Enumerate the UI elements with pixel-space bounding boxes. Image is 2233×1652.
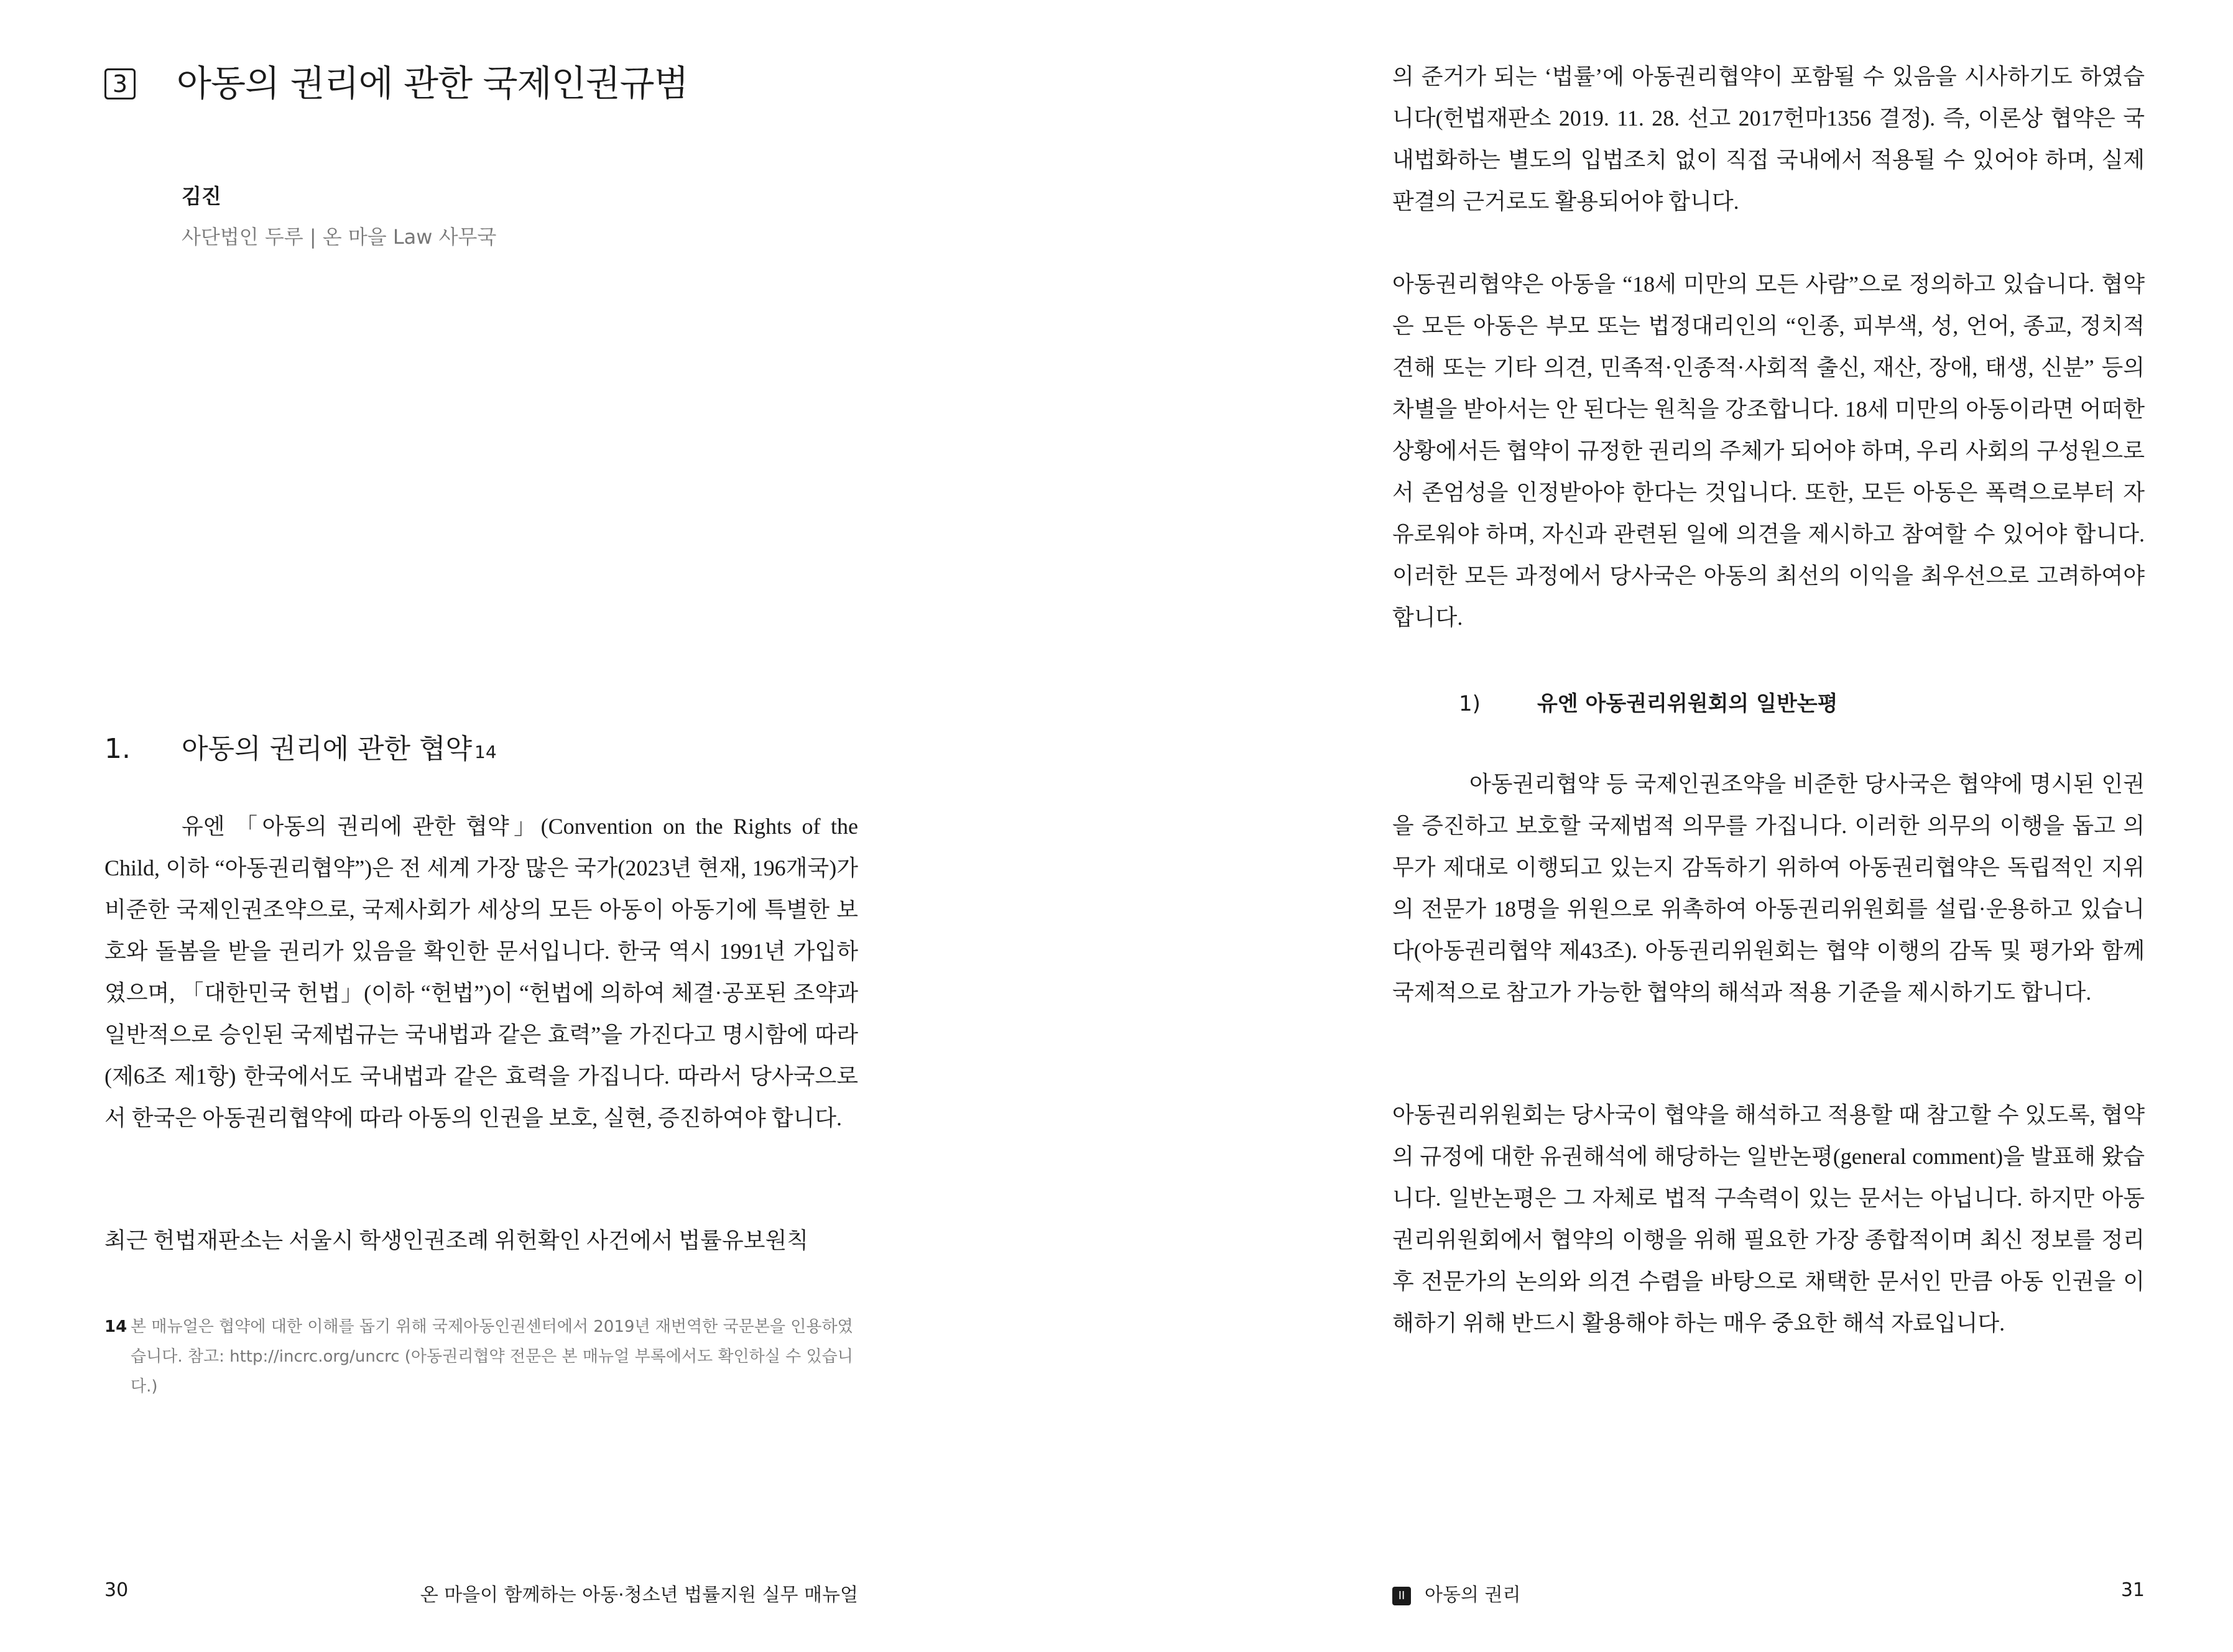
body-paragraph: 아동권리협약은 아동을 “18세 미만의 모든 사람”으로 정의하고 있습니다. 협약은 모든 아동은 부모 또는 법정대리인의 “인종, 피부색, 성, 언어, 종교, 정치적 견해 또는 기타 의견, 민족적·인종적·사회적 출신, 재산, 장애, 태생, 신분” 등의 차별을 받아서는 안 된다는 원칙을 강조합니다. 18세 미만의 아동이라면 어떠한 상황에서든 협약이 규정한 권리의 주체가 되어야 하며, 우리 사회의 구성원으로서 존엄성을 인정받아야 한다는 것입니다. 또한, 모든 아동은 폭력으로부터 자유로워야 하며, 자신과 관련된 일에 의견을 제시하고 참여할 수 있어야 합니다. 이러한 모든 과정에서 당사국은 아동의 최선의 이익을 최우선으로 고려하여야 합니다. xyxy=(1392,272,2145,630)
subsection-number: 1) xyxy=(1459,691,1481,716)
section-footer-title: 아동의 권리 xyxy=(1425,1584,1521,1606)
left-page xyxy=(0,0,1116,1652)
subsection-heading xyxy=(1459,686,1838,717)
right-page xyxy=(1116,0,2233,1652)
footnote-number: 14 xyxy=(104,1317,127,1336)
body-paragraph: 유엔 「아동의 권리에 관한 협약」(Convention on the Rights of the Child, 이하 “아동권리협약”)은 전 세계 가장 많은 국가(2023년 현재, 196개국)가 비준한 국제인권조약으로, 국제사회가 세상의 모든 아동이 아동기에 특별한 보호와 돌봄을 받을 권리가 있음을 확인한 문서입니다. 한국 역시 1991년 가입하였으며, 「대한민국 헌법」(이하 “헌법”)이 “헌법에 의하여 체결·공포된 조약과 일반적으로 승인된 국제법규는 국내법과 같은 효력”을 가진다고 명시함에 따라 (제6조 제1항) 한국에서도 국내법과 같은 효력을 가집니다. 따라서 당사국으로서 한국은 아동권리협약에 따라 아동의 인권을 보호, 실현, 증진하여야 합니다. xyxy=(104,814,858,1130)
chapter-number-box: 3 xyxy=(104,68,136,99)
footnote-reference[interactable]: 14 xyxy=(474,742,497,762)
body-paragraph: 아동권리위원회는 당사국이 협약을 해석하고 적용할 때 참고할 수 있도록, 협약의 규정에 대한 유권해석에 해당하는 일반논평(general comment)을 발표해 왔습니다. 일반논평은 그 자체로 법적 구속력이 있는 문서는 아닙니다. 하지만 아동권리위원회에서 협약의 이행을 위해 필요한 가장 종합적이며 최신 정보를 정리 후 전문가의 논의와 의견 수렴을 바탕으로 채택한 문서인 만큼 아동 인권을 이해하기 위해 반드시 활용해야 하는 매우 중요한 해석 자료입니다. xyxy=(1392,1102,2145,1336)
section-heading xyxy=(104,726,497,766)
body-paragraph: 아동권리협약 등 국제인권조약을 비준한 당사국은 협약에 명시된 인권을 증진하고 보호할 국제법적 의무를 가집니다. 이러한 의무의 이행을 돕고 의무가 제대로 이행되고 있는지 감독하기 위하여 아동권리협약은 독립적인 지위의 전문가 18명을 위원으로 위촉하여 아동권리위원회를 설립·운용하고 있습니다(아동권리협약 제43조). 아동권리위원회는 협약 이행의 감독 및 평가와 함께 국제적으로 참고가 가능한 협약의 해석과 적용 기준을 제시하기도 합니다. xyxy=(1392,772,2145,1005)
body-paragraph: 최근 헌법재판소는 서울시 학생인권조례 위헌확인 사건에서 법률유보원칙 xyxy=(104,1228,809,1253)
book-title: 온 마을이 함께하는 아동·청소년 법률지원 실무 매뉴얼 xyxy=(420,1584,858,1606)
section-title: 아동의 권리에 관한 협약 xyxy=(182,733,472,765)
author-affiliation: 사단법인 두루 | 온 마을 Law 사무국 xyxy=(182,225,497,249)
page-number: 30 xyxy=(104,1579,129,1601)
author-name: 김진 xyxy=(182,184,221,208)
footnote-text: 본 매뉴얼은 협약에 대한 이해를 돕기 위해 국제아동인권센터에서 2019년 재번역한 국문본을 인용하였습니다. 참고: http://incrc.org/uncrc (아동권리협약 전문은 본 매뉴얼 부록에서도 확인하실 수 있습니다.) xyxy=(131,1317,853,1396)
chapter-title: 아동의 권리에 관한 국제인권규범 xyxy=(177,62,688,104)
section-number: 1. xyxy=(104,733,131,765)
footnote xyxy=(104,1312,858,1401)
chapter-header xyxy=(104,62,688,106)
subsection-title: 유엔 아동권리위원회의 일반논평 xyxy=(1537,691,1838,716)
page-number: 31 xyxy=(2120,1579,2145,1601)
body-paragraph: 의 준거가 되는 ‘법률’에 아동권리협약이 포함될 수 있음을 시사하기도 하였습니다(헌법재판소 2019. 11. 28. 선고 2017헌마1356 결정). 즉, 이론상 협약은 국내법화하는 별도의 입법조치 없이 직접 국내에서 적용될 수 있어야 하며, 실제 판결의 근거로도 활용되어야 합니다. xyxy=(1392,64,2145,214)
section-badge: II xyxy=(1392,1587,1411,1605)
